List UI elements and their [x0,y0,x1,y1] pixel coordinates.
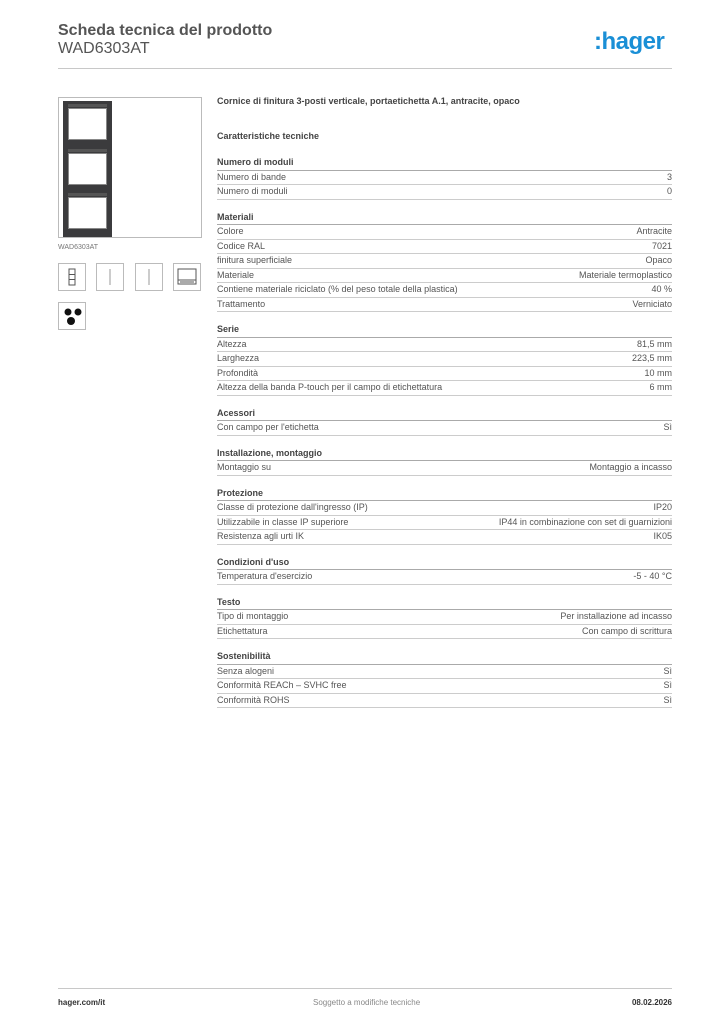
spec-value: 6 mm [649,382,672,392]
spec-section [217,650,672,708]
water-drops-icon [58,302,86,330]
three-module-vertical-icon [58,263,86,291]
spec-section [217,323,672,396]
spec-value: 40 % [651,284,672,294]
spec-value: Sì [663,694,672,705]
spec-label: Colore [217,226,244,236]
section-title: Numero di moduli [217,156,672,171]
spec-row [217,225,672,240]
spec-row [217,530,672,545]
header-divider [58,68,672,69]
spec-row [217,570,672,585]
spec-label: Codice RAL [217,240,266,251]
spec-label: Altezza [217,338,247,349]
section-title: Condizioni d'uso [217,556,672,571]
spec-value: Opaco [645,255,672,265]
spec-value: 7021 [651,240,672,251]
spec-value: 0 [666,186,672,196]
spec-label: Conformità REACh – SVHC free [217,680,347,690]
specs-title: Caratteristiche tecniche [217,131,320,141]
frame-graphic [63,101,112,237]
spec-value: -5 - 40 °C [633,571,672,581]
spec-label: Con campo per l'etichetta [217,422,319,432]
spec-label: Resistenza agli urti IK [217,531,305,541]
spec-label: Classe di protezione dall'ingresso (IP) [217,502,368,512]
spec-row [217,625,672,640]
single-line-icon [96,263,124,291]
section-title: Testo [217,596,672,611]
spec-label: finitura superficiale [217,255,293,265]
label-holder-icon [173,263,201,291]
product-code: WAD6303AT [58,40,150,57]
spec-section [217,156,672,200]
spec-section [217,407,672,436]
spec-sections [217,156,672,708]
product-image [58,97,202,238]
spec-row [217,381,672,396]
spec-row [217,679,672,694]
spec-value: Verniciato [632,298,672,309]
spec-row [217,240,672,255]
spec-value: Sì [663,422,672,432]
spec-row [217,694,672,709]
product-description: Cornice di finitura 3-posti verticale, portaetichetta A.1, antracite, opaco [217,96,520,106]
spec-value: Per installazione ad incasso [560,611,672,621]
spec-label: Altezza della banda P-touch per il campo di etichettatura [217,382,443,392]
section-title: Protezione [217,487,672,502]
spec-section [217,556,672,585]
document-title: Scheda tecnica del prodotto [58,22,273,39]
spec-section [217,487,672,545]
spec-label: Montaggio su [217,462,272,472]
spec-row [217,185,672,200]
spec-row [217,421,672,436]
spec-label: Trattamento [217,298,266,309]
spec-value: IP20 [653,502,672,512]
image-caption: WAD6303AT [58,244,99,251]
spec-section [217,596,672,640]
hager-logo: :hager [594,28,665,55]
spec-label: Temperatura d'esercizio [217,571,313,581]
spec-row [217,516,672,531]
section-title: Sostenibilità [217,650,672,665]
spec-label: Utilizzabile in classe IP superiore [217,516,349,527]
spec-value: 10 mm [644,367,672,378]
spec-row [217,298,672,313]
spec-row [217,254,672,269]
footer-divider [58,988,672,989]
spec-row [217,338,672,353]
spec-label: Tipo di montaggio [217,611,289,621]
spec-row [217,367,672,382]
spec-section [217,211,672,313]
spec-value: IK05 [653,531,672,541]
footer-website[interactable]: hager.com/it [58,998,106,1007]
section-title: Serie [217,323,672,338]
spec-label: Profondità [217,367,259,378]
section-title: Materiali [217,211,672,226]
spec-row [217,352,672,367]
spec-label: Materiale [217,269,255,280]
spec-row [217,665,672,680]
spec-row [217,269,672,284]
spec-value: Montaggio a incasso [589,462,672,472]
spec-value: Sì [663,665,672,676]
spec-label: Numero di moduli [217,186,288,196]
spec-label: Larghezza [217,353,260,363]
spec-row [217,283,672,298]
spec-section [217,447,672,476]
spec-value: Antracite [636,226,672,236]
spec-row [217,501,672,516]
single-line-icon [135,263,163,291]
spec-label: Etichettatura [217,625,268,636]
spec-label: Contiene materiale riciclato (% del peso totale della plastica) [217,284,458,294]
section-title: Installazione, montaggio [217,447,672,462]
footer-date: 08.02.2026 [631,998,672,1007]
spec-value: Sì [663,680,672,690]
specs-area [217,96,672,719]
spec-value: 223,5 mm [631,353,672,363]
spec-label: Senza alogeni [217,665,275,676]
spec-value: 81,5 mm [636,338,672,349]
footer-note: Soggetto a modifiche tecniche [313,998,421,1007]
spec-row [217,171,672,186]
spec-row [217,461,672,476]
spec-value: IP44 in combinazione con set di guarnizioni [498,516,672,527]
spec-value: 3 [666,171,672,182]
section-title: Acessori [217,407,672,422]
spec-value: Con campo di scrittura [581,625,672,636]
spec-row [217,610,672,625]
spec-label: Numero di bande [217,171,287,182]
spec-label: Conformità ROHS [217,694,290,705]
spec-value: Materiale termoplastico [578,269,672,280]
